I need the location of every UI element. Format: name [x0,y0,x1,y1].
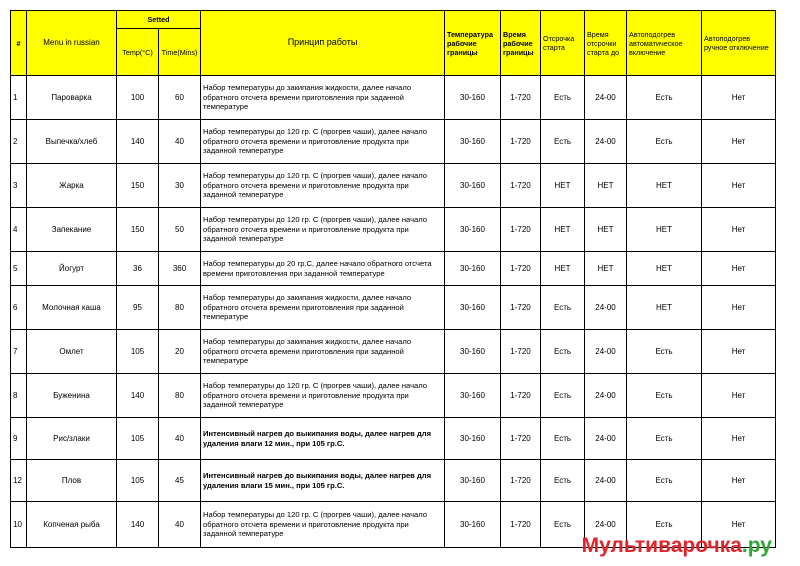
row-number: 2 [11,120,27,164]
program-time: 45 [159,460,201,502]
program-temp: 36 [117,252,159,286]
program-manual-heat: Нет [702,418,776,460]
program-manual-heat: Нет [702,374,776,418]
program-auto-heat: Есть [627,502,702,548]
header-setted: Setted [117,11,201,29]
program-time: 30 [159,164,201,208]
header-principle: Принцип работы [201,11,445,76]
program-name: Йогурт [27,252,117,286]
program-delay: Есть [541,330,585,374]
program-temp-range: 30-160 [445,208,501,252]
program-auto-heat: НЕТ [627,252,702,286]
program-temp-range: 30-160 [445,252,501,286]
table-row [11,286,776,330]
program-auto-heat: Есть [627,460,702,502]
program-manual-heat: Нет [702,502,776,548]
program-temp: 150 [117,208,159,252]
program-delay: Есть [541,76,585,120]
header-time-range: Время рабочие границы [501,11,541,76]
program-principle: Набор температуры до 120 гр. С (прогрев чаши), далее начало обратного отсчета времени и приготовление продукта при заданной температуре [201,374,445,418]
row-number: 7 [11,330,27,374]
program-time-range: 1-720 [501,502,541,548]
table-row [11,120,776,164]
program-manual-heat: Нет [702,120,776,164]
table-row [11,418,776,460]
program-temp-range: 30-160 [445,502,501,548]
header-manual-heat: Автоподогрев ручное отключение [702,11,776,76]
program-time-range: 1-720 [501,76,541,120]
program-manual-heat: Нет [702,208,776,252]
program-delay: Есть [541,502,585,548]
table-row [11,76,776,120]
program-time-range: 1-720 [501,460,541,502]
program-manual-heat: Нет [702,330,776,374]
table-row [11,252,776,286]
program-time: 40 [159,418,201,460]
program-delay-time: НЕТ [585,164,627,208]
program-manual-heat: Нет [702,460,776,502]
program-temp-range: 30-160 [445,418,501,460]
program-temp-range: 30-160 [445,120,501,164]
program-principle: Интенсивный нагрев до выкипания воды, далее нагрев для удаления влаги 12 мин., при 105 гр.С. [201,418,445,460]
program-name: Жарка [27,164,117,208]
program-temp-range: 30-160 [445,374,501,418]
program-time-range: 1-720 [501,252,541,286]
program-delay: Есть [541,418,585,460]
program-manual-heat: Нет [702,286,776,330]
program-delay-time: 24-00 [585,330,627,374]
program-delay: Есть [541,120,585,164]
program-delay: НЕТ [541,164,585,208]
row-number: 3 [11,164,27,208]
program-name: Пароварка [27,76,117,120]
program-time: 20 [159,330,201,374]
table-row [11,374,776,418]
program-time-range: 1-720 [501,374,541,418]
program-temp: 140 [117,374,159,418]
program-auto-heat: Есть [627,120,702,164]
program-temp: 95 [117,286,159,330]
program-temp: 100 [117,76,159,120]
program-principle: Набор температуры до 20 гр.С, далее начало обратного отсчета времени приготовления при заданной температуре [201,252,445,286]
program-temp-range: 30-160 [445,286,501,330]
program-time: 40 [159,120,201,164]
header-temp: Temp(°C) [117,29,159,76]
programs-table [10,10,776,548]
program-auto-heat: Есть [627,76,702,120]
program-temp: 105 [117,418,159,460]
program-delay: НЕТ [541,208,585,252]
program-principle: Набор температуры до закипания жидкости, далее начало обратного отсчета времени приготовления при заданной температуре [201,76,445,120]
program-name: Копченая рыба [27,502,117,548]
program-temp-range: 30-160 [445,330,501,374]
program-time-range: 1-720 [501,286,541,330]
program-temp: 105 [117,330,159,374]
program-auto-heat: НЕТ [627,208,702,252]
header-delay-time: Время отсрочки старта до [585,11,627,76]
program-name: Запекание [27,208,117,252]
row-number: 8 [11,374,27,418]
row-number: 6 [11,286,27,330]
program-time-range: 1-720 [501,120,541,164]
header-num: # [11,11,27,76]
program-auto-heat: Есть [627,374,702,418]
program-temp: 140 [117,120,159,164]
row-number: 9 [11,418,27,460]
table-row [11,330,776,374]
program-delay-time: 24-00 [585,460,627,502]
program-time: 40 [159,502,201,548]
header-delay: Отсрочка старта [541,11,585,76]
program-temp: 105 [117,460,159,502]
program-name: Выпечка/хлеб [27,120,117,164]
program-delay-time: 24-00 [585,502,627,548]
program-time: 80 [159,286,201,330]
program-name: Омлет [27,330,117,374]
program-time: 80 [159,374,201,418]
program-name: Рис/злаки [27,418,117,460]
program-delay-time: 24-00 [585,76,627,120]
program-name: Плов [27,460,117,502]
program-delay-time: 24-00 [585,418,627,460]
program-temp: 140 [117,502,159,548]
header-auto-heat: Автоподогрев автоматическое включение [627,11,702,76]
program-time-range: 1-720 [501,418,541,460]
program-delay-time: 24-00 [585,374,627,418]
program-principle: Набор температуры до закипания жидкости, далее начало обратного отсчета времени приготовления при заданной температуре [201,286,445,330]
program-manual-heat: Нет [702,164,776,208]
program-time: 60 [159,76,201,120]
program-principle: Набор температуры до 120 гр. С (прогрев чаши), далее начало обратного отсчета времени и приготовление продукта при заданной температуре [201,208,445,252]
program-delay-time: 24-00 [585,286,627,330]
program-temp: 150 [117,164,159,208]
program-delay-time: 24-00 [585,120,627,164]
program-delay: НЕТ [541,252,585,286]
table-row [11,164,776,208]
row-number: 4 [11,208,27,252]
program-principle: Интенсивный нагрев до выкипания воды, далее нагрев для удаления влаги 15 мин., при 105 гр.С. [201,460,445,502]
program-principle: Набор температуры до 120 гр. С (прогрев чаши), далее начало обратного отсчета времени и приготовление продукта при заданной температуре [201,120,445,164]
brand-logo [582,534,772,558]
brand-text-green: .ру [741,534,772,557]
program-auto-heat: НЕТ [627,286,702,330]
program-time: 50 [159,208,201,252]
program-delay-time: НЕТ [585,252,627,286]
header-menu: Menu in russian [27,11,117,76]
row-number: 1 [11,76,27,120]
program-time-range: 1-720 [501,208,541,252]
table-row [11,460,776,502]
program-principle: Набор температуры до 120 гр. С (прогрев чаши), далее начало обратного отсчета времени и приготовление продукта при заданной температуре [201,502,445,548]
header-time: Time(Mins) [159,29,201,76]
program-name: Буженина [27,374,117,418]
program-temp-range: 30-160 [445,164,501,208]
table-row [11,208,776,252]
brand-text-red: Мультиварочка [581,534,742,557]
row-number: 5 [11,252,27,286]
program-name: Молочная каша [27,286,117,330]
row-number: 10 [11,502,27,548]
program-auto-heat: Есть [627,418,702,460]
program-temp-range: 30-160 [445,76,501,120]
program-principle: Набор температуры до 120 гр. С (прогрев чаши), далее начало обратного отсчета времени и приготовление продукта при заданной температуре [201,164,445,208]
program-auto-heat: НЕТ [627,164,702,208]
program-delay-time: НЕТ [585,208,627,252]
program-auto-heat: Есть [627,330,702,374]
program-time-range: 1-720 [501,330,541,374]
program-delay: Есть [541,286,585,330]
header-temp-range: Температура рабочие границы [445,11,501,76]
program-temp-range: 30-160 [445,460,501,502]
program-delay: Есть [541,374,585,418]
row-number: 12 [11,460,27,502]
program-principle: Набор температуры до закипания жидкости, далее начало обратного отсчета времени приготовления при заданной температуре [201,330,445,374]
program-delay: Есть [541,460,585,502]
program-time: 360 [159,252,201,286]
program-manual-heat: Нет [702,252,776,286]
program-time-range: 1-720 [501,164,541,208]
program-manual-heat: Нет [702,76,776,120]
